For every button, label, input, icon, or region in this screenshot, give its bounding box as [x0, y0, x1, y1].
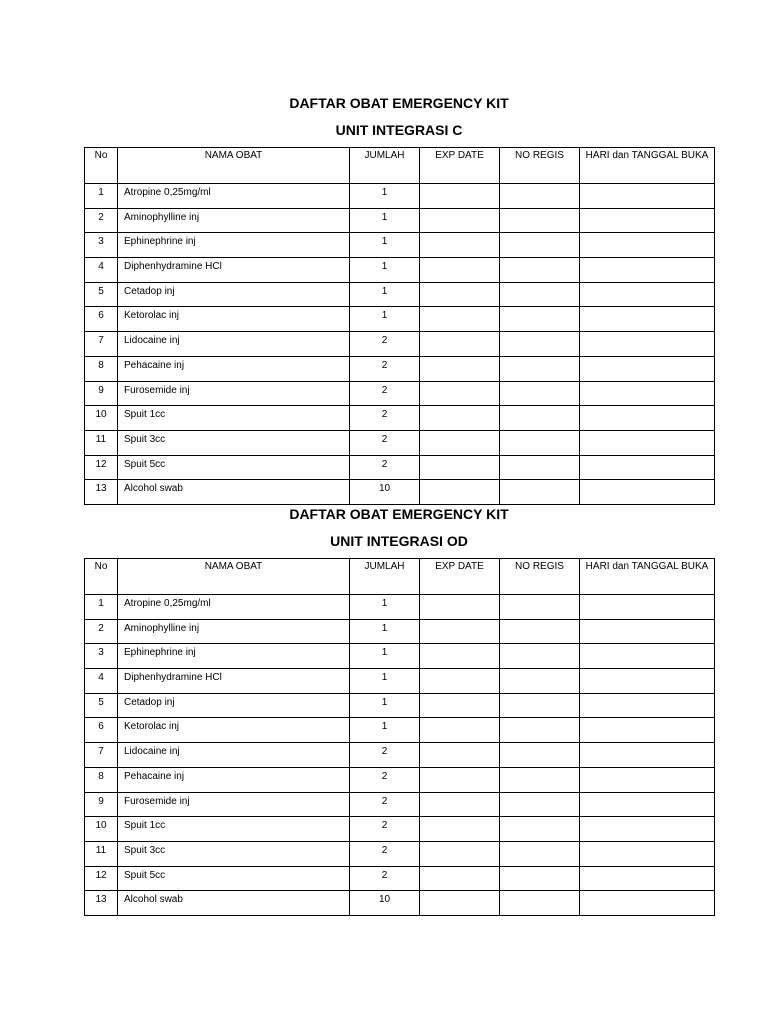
cell-no-regis	[500, 430, 580, 455]
medicine-table	[84, 147, 715, 505]
cell-no: 7	[85, 743, 118, 768]
cell-no: 11	[85, 841, 118, 866]
cell-no: 1	[85, 595, 118, 620]
cell-exp-date	[420, 430, 500, 455]
table-row	[85, 767, 715, 792]
table-row	[85, 718, 715, 743]
cell-nama-obat: Spuit 5cc	[118, 455, 350, 480]
cell-hari-tanggal-buka	[580, 891, 715, 916]
cell-no: 8	[85, 767, 118, 792]
cell-no-regis	[500, 406, 580, 431]
cell-hari-tanggal-buka	[580, 792, 715, 817]
cell-nama-obat: Pehacaine inj	[118, 356, 350, 381]
cell-exp-date	[420, 767, 500, 792]
cell-hari-tanggal-buka	[580, 430, 715, 455]
cell-nama-obat: Ephinephrine inj	[118, 233, 350, 258]
cell-no: 1	[85, 184, 118, 209]
cell-hari-tanggal-buka	[580, 841, 715, 866]
cell-no-regis	[500, 767, 580, 792]
table-body	[85, 595, 715, 916]
cell-jumlah: 1	[350, 307, 420, 332]
cell-hari-tanggal-buka	[580, 595, 715, 620]
cell-hari-tanggal-buka	[580, 184, 715, 209]
table-row	[85, 866, 715, 891]
cell-jumlah: 1	[350, 233, 420, 258]
cell-exp-date	[420, 258, 500, 283]
cell-nama-obat: Lidocaine inj	[118, 332, 350, 357]
cell-no: 2	[85, 619, 118, 644]
emergency-kit-section-od	[84, 503, 714, 916]
table-row	[85, 619, 715, 644]
cell-hari-tanggal-buka	[580, 208, 715, 233]
cell-no-regis	[500, 480, 580, 505]
cell-no-regis	[500, 455, 580, 480]
header-exp-date: EXP DATE	[420, 148, 500, 184]
cell-jumlah: 2	[350, 817, 420, 842]
header-jumlah: JUMLAH	[350, 148, 420, 184]
cell-no: 13	[85, 891, 118, 916]
cell-jumlah: 2	[350, 743, 420, 768]
cell-nama-obat: Cetadop inj	[118, 693, 350, 718]
header-hari-tanggal-buka: HARI dan TANGGAL BUKA	[580, 148, 715, 184]
cell-jumlah: 2	[350, 792, 420, 817]
cell-jumlah: 1	[350, 693, 420, 718]
table-row	[85, 307, 715, 332]
cell-no: 12	[85, 455, 118, 480]
cell-exp-date	[420, 480, 500, 505]
cell-no-regis	[500, 282, 580, 307]
medicine-table	[84, 558, 715, 916]
emergency-kit-section-c	[84, 92, 714, 505]
table-header-row	[85, 559, 715, 595]
table-row	[85, 208, 715, 233]
cell-no: 6	[85, 718, 118, 743]
cell-no-regis	[500, 817, 580, 842]
header-jumlah: JUMLAH	[350, 559, 420, 595]
cell-hari-tanggal-buka	[580, 480, 715, 505]
table-row	[85, 233, 715, 258]
cell-no-regis	[500, 891, 580, 916]
cell-nama-obat: Lidocaine inj	[118, 743, 350, 768]
cell-exp-date	[420, 307, 500, 332]
cell-nama-obat: Alcohol swab	[118, 891, 350, 916]
cell-exp-date	[420, 282, 500, 307]
section-title: DAFTAR OBAT EMERGENCY KIT	[289, 95, 509, 111]
cell-hari-tanggal-buka	[580, 619, 715, 644]
cell-exp-date	[420, 332, 500, 357]
cell-nama-obat: Alcohol swab	[118, 480, 350, 505]
table-row	[85, 455, 715, 480]
cell-jumlah: 10	[350, 891, 420, 916]
table-row	[85, 595, 715, 620]
cell-no: 5	[85, 282, 118, 307]
cell-jumlah: 1	[350, 208, 420, 233]
cell-exp-date	[420, 184, 500, 209]
cell-jumlah: 1	[350, 669, 420, 694]
cell-exp-date	[420, 356, 500, 381]
cell-jumlah: 2	[350, 356, 420, 381]
header-no-regis: NO REGIS	[500, 148, 580, 184]
cell-hari-tanggal-buka	[580, 693, 715, 718]
cell-no: 3	[85, 644, 118, 669]
cell-jumlah: 2	[350, 430, 420, 455]
cell-no-regis	[500, 619, 580, 644]
cell-jumlah: 1	[350, 718, 420, 743]
header-nama-obat: NAMA OBAT	[118, 559, 350, 595]
cell-hari-tanggal-buka	[580, 767, 715, 792]
cell-no-regis	[500, 332, 580, 357]
cell-no-regis	[500, 743, 580, 768]
cell-no: 10	[85, 817, 118, 842]
cell-nama-obat: Spuit 3cc	[118, 841, 350, 866]
table-row	[85, 669, 715, 694]
cell-jumlah: 1	[350, 595, 420, 620]
cell-no: 5	[85, 693, 118, 718]
cell-nama-obat: Diphenhydramine HCl	[118, 669, 350, 694]
cell-jumlah: 2	[350, 332, 420, 357]
table-row	[85, 332, 715, 357]
table-row	[85, 184, 715, 209]
cell-hari-tanggal-buka	[580, 332, 715, 357]
cell-no: 7	[85, 332, 118, 357]
cell-hari-tanggal-buka	[580, 406, 715, 431]
table-row	[85, 693, 715, 718]
cell-exp-date	[420, 669, 500, 694]
cell-nama-obat: Ketorolac inj	[118, 307, 350, 332]
cell-nama-obat: Spuit 5cc	[118, 866, 350, 891]
table-row	[85, 356, 715, 381]
header-hari-tanggal-buka: HARI dan TANGGAL BUKA	[580, 559, 715, 595]
cell-no: 4	[85, 669, 118, 694]
cell-no-regis	[500, 669, 580, 694]
cell-no-regis	[500, 866, 580, 891]
cell-nama-obat: Spuit 3cc	[118, 430, 350, 455]
header-exp-date: EXP DATE	[420, 559, 500, 595]
cell-no: 10	[85, 406, 118, 431]
cell-no: 6	[85, 307, 118, 332]
cell-no-regis	[500, 718, 580, 743]
cell-nama-obat: Aminophylline inj	[118, 619, 350, 644]
cell-nama-obat: Atropine 0,25mg/ml	[118, 184, 350, 209]
cell-no-regis	[500, 381, 580, 406]
table-row	[85, 817, 715, 842]
cell-exp-date	[420, 619, 500, 644]
table-row	[85, 792, 715, 817]
cell-hari-tanggal-buka	[580, 718, 715, 743]
cell-jumlah: 1	[350, 184, 420, 209]
cell-jumlah: 1	[350, 258, 420, 283]
table-row	[85, 381, 715, 406]
cell-jumlah: 2	[350, 406, 420, 431]
cell-hari-tanggal-buka	[580, 743, 715, 768]
cell-jumlah: 2	[350, 381, 420, 406]
cell-nama-obat: Ketorolac inj	[118, 718, 350, 743]
table-row	[85, 258, 715, 283]
cell-hari-tanggal-buka	[580, 669, 715, 694]
cell-jumlah: 1	[350, 644, 420, 669]
cell-jumlah: 2	[350, 841, 420, 866]
cell-nama-obat: Spuit 1cc	[118, 406, 350, 431]
cell-no-regis	[500, 258, 580, 283]
cell-jumlah: 1	[350, 282, 420, 307]
cell-exp-date	[420, 406, 500, 431]
cell-no-regis	[500, 693, 580, 718]
cell-exp-date	[420, 718, 500, 743]
cell-nama-obat: Cetadop inj	[118, 282, 350, 307]
cell-jumlah: 2	[350, 455, 420, 480]
cell-nama-obat: Furosemide inj	[118, 792, 350, 817]
cell-no-regis	[500, 595, 580, 620]
cell-exp-date	[420, 208, 500, 233]
cell-exp-date	[420, 866, 500, 891]
table-row	[85, 743, 715, 768]
cell-hari-tanggal-buka	[580, 258, 715, 283]
cell-nama-obat: Ephinephrine inj	[118, 644, 350, 669]
cell-exp-date	[420, 841, 500, 866]
table-row	[85, 406, 715, 431]
cell-no: 4	[85, 258, 118, 283]
header-no: No	[85, 559, 118, 595]
table-row	[85, 644, 715, 669]
cell-no-regis	[500, 307, 580, 332]
table-header-row	[85, 148, 715, 184]
cell-hari-tanggal-buka	[580, 644, 715, 669]
cell-exp-date	[420, 693, 500, 718]
cell-no: 9	[85, 381, 118, 406]
cell-jumlah: 2	[350, 866, 420, 891]
cell-no-regis	[500, 841, 580, 866]
cell-no-regis	[500, 644, 580, 669]
cell-hari-tanggal-buka	[580, 282, 715, 307]
table-row	[85, 841, 715, 866]
cell-nama-obat: Furosemide inj	[118, 381, 350, 406]
table-row	[85, 430, 715, 455]
cell-exp-date	[420, 455, 500, 480]
cell-no-regis	[500, 792, 580, 817]
cell-no: 2	[85, 208, 118, 233]
table-body	[85, 184, 715, 505]
cell-no: 8	[85, 356, 118, 381]
cell-no: 13	[85, 480, 118, 505]
cell-hari-tanggal-buka	[580, 307, 715, 332]
cell-hari-tanggal-buka	[580, 817, 715, 842]
cell-hari-tanggal-buka	[580, 866, 715, 891]
cell-exp-date	[420, 743, 500, 768]
cell-jumlah: 1	[350, 619, 420, 644]
cell-nama-obat: Pehacaine inj	[118, 767, 350, 792]
cell-no-regis	[500, 356, 580, 381]
cell-exp-date	[420, 644, 500, 669]
cell-exp-date	[420, 817, 500, 842]
cell-no-regis	[500, 208, 580, 233]
cell-no: 3	[85, 233, 118, 258]
cell-hari-tanggal-buka	[580, 381, 715, 406]
cell-no: 9	[85, 792, 118, 817]
section-title: DAFTAR OBAT EMERGENCY KIT	[289, 506, 509, 522]
cell-no-regis	[500, 233, 580, 258]
cell-exp-date	[420, 792, 500, 817]
cell-nama-obat: Spuit 1cc	[118, 817, 350, 842]
cell-exp-date	[420, 381, 500, 406]
cell-exp-date	[420, 233, 500, 258]
cell-exp-date	[420, 595, 500, 620]
cell-hari-tanggal-buka	[580, 233, 715, 258]
cell-no: 12	[85, 866, 118, 891]
section-subtitle: UNIT INTEGRASI C	[335, 122, 463, 138]
cell-nama-obat: Diphenhydramine HCl	[118, 258, 350, 283]
cell-hari-tanggal-buka	[580, 356, 715, 381]
table-row	[85, 891, 715, 916]
cell-no: 11	[85, 430, 118, 455]
cell-nama-obat: Aminophylline inj	[118, 208, 350, 233]
header-nama-obat: NAMA OBAT	[118, 148, 350, 184]
table-row	[85, 282, 715, 307]
cell-hari-tanggal-buka	[580, 455, 715, 480]
section-subtitle: UNIT INTEGRASI OD	[330, 533, 468, 549]
table-row	[85, 480, 715, 505]
cell-exp-date	[420, 891, 500, 916]
cell-jumlah: 10	[350, 480, 420, 505]
cell-no-regis	[500, 184, 580, 209]
header-no-regis: NO REGIS	[500, 559, 580, 595]
header-no: No	[85, 148, 118, 184]
cell-jumlah: 2	[350, 767, 420, 792]
cell-nama-obat: Atropine 0,25mg/ml	[118, 595, 350, 620]
